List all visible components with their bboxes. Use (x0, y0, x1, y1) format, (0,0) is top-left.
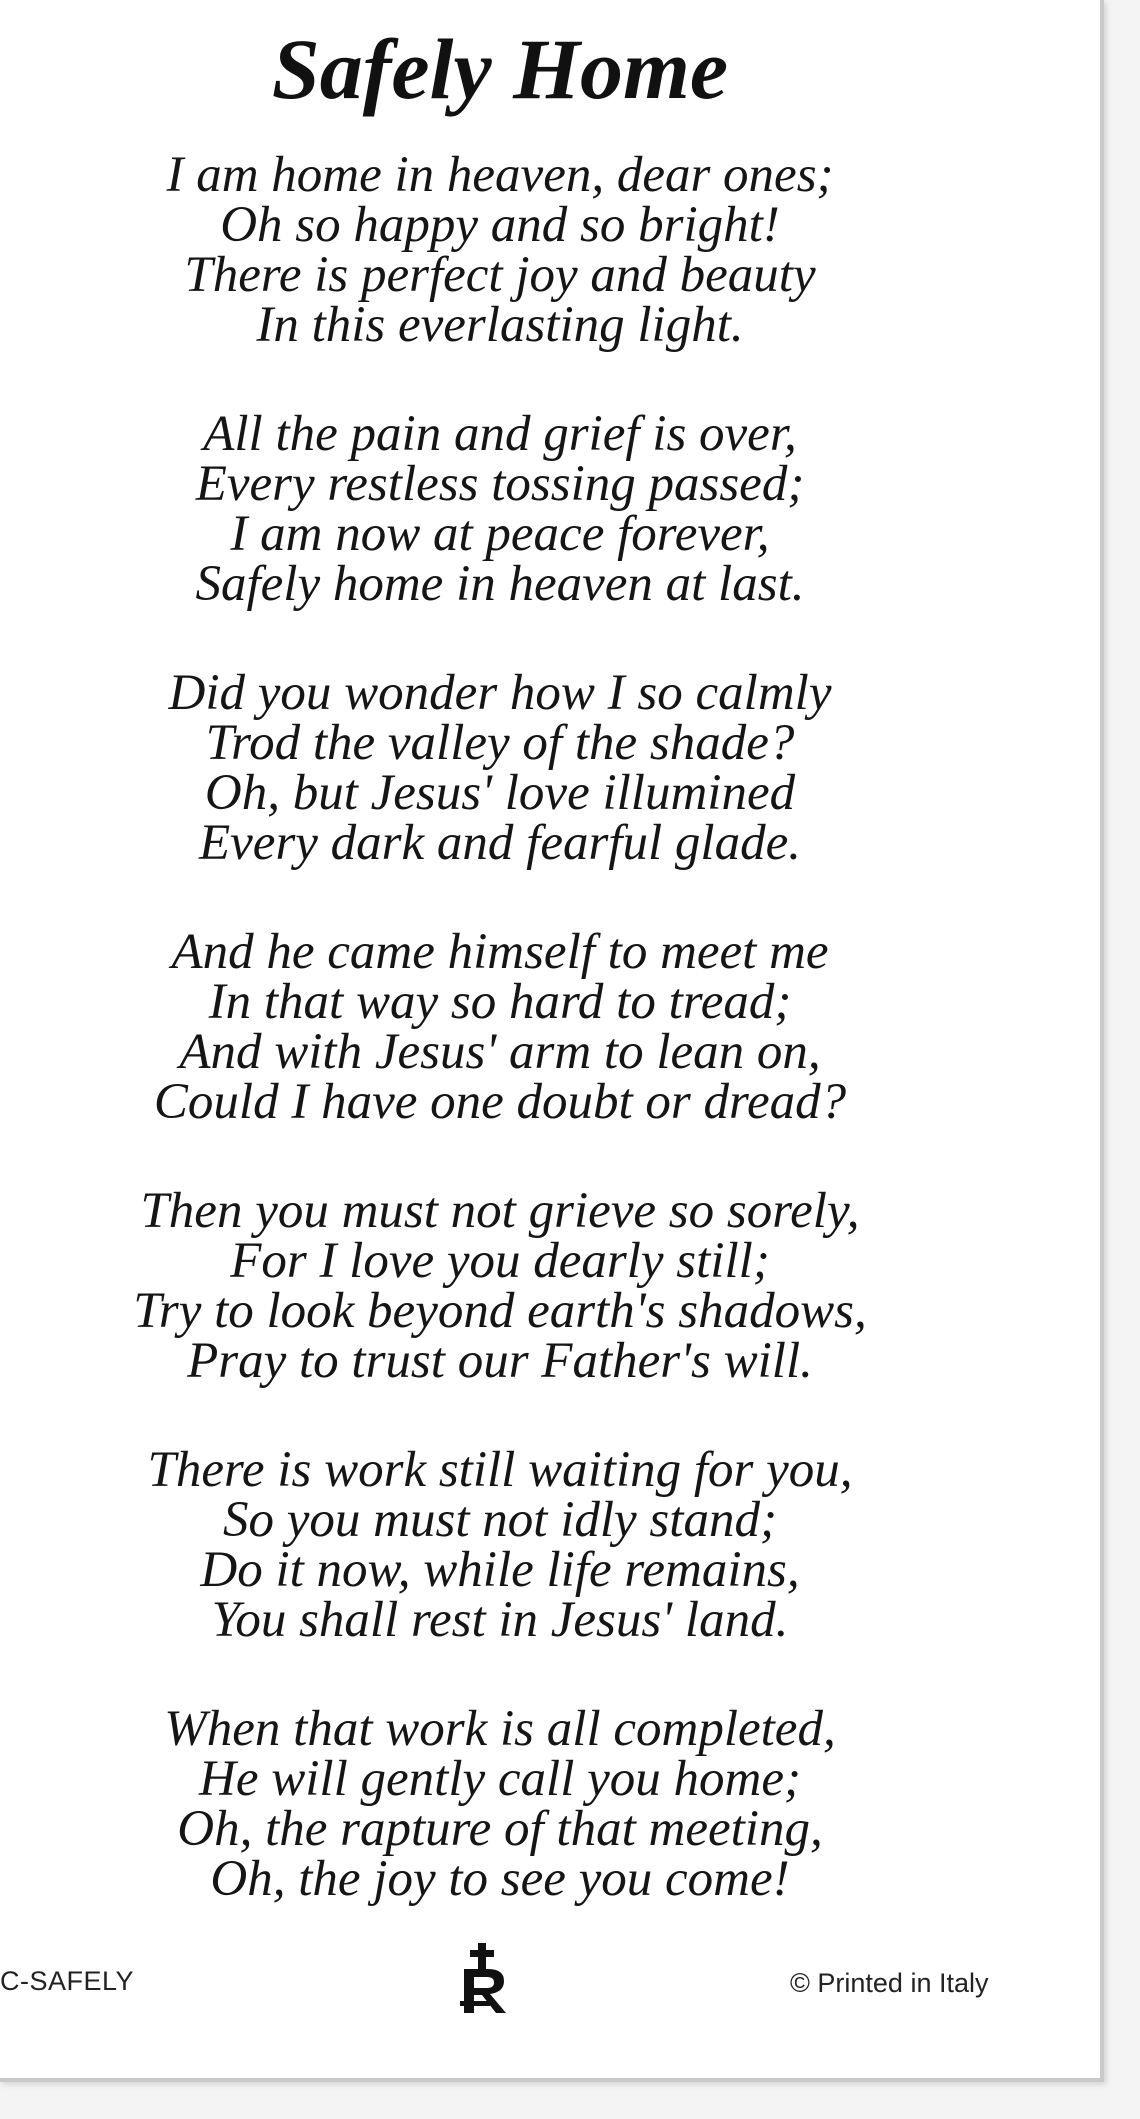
poem-line: And he came himself to meet me (171, 924, 829, 980)
poem-line: Every restless tossing passed; (195, 456, 805, 512)
stanza-7 (0, 1701, 1000, 1907)
copyright-notice: © Printed in Italy (790, 1968, 989, 1998)
poem-title: Safely Home (271, 21, 729, 117)
stanza-3 (0, 665, 1000, 871)
cross-monogram-icon (458, 1943, 510, 2015)
poem-line: There is work still waiting for you, (147, 1442, 853, 1498)
stanza-5 (0, 1183, 1000, 1389)
poem-line: For I love you dearly still; (230, 1233, 770, 1289)
poem-line: When that work is all completed, (164, 1701, 836, 1757)
poem-line: All the pain and grief is over, (203, 406, 797, 462)
poem-line: In this everlasting light. (256, 297, 744, 353)
poem-line: You shall rest in Jesus' land. (211, 1592, 789, 1648)
poem-line: Did you wonder how I so calmly (168, 665, 832, 721)
poem-line: And with Jesus' arm to lean on, (179, 1024, 821, 1080)
poem-line: Pray to trust our Father's will. (187, 1333, 813, 1389)
poem-line: Do it now, while life remains, (200, 1542, 800, 1598)
stanza-1 (0, 147, 1000, 353)
poem-line: Every dark and fearful glade. (199, 815, 801, 871)
poem-line: Oh, the rapture of that meeting, (177, 1801, 823, 1857)
poem-line: Oh so happy and so bright! (220, 197, 780, 253)
poem-line: Safely home in heaven at last. (195, 556, 805, 612)
poem-line: Oh, but Jesus' love illumined (204, 765, 796, 821)
stanza-6 (0, 1442, 1000, 1648)
stanza-4 (0, 924, 1000, 1130)
poem-line: Could I have one doubt or dread? (153, 1074, 847, 1130)
poem-line: So you must not idly stand; (223, 1492, 777, 1548)
product-code: C-SAFELY (0, 1966, 135, 1996)
poem-line: He will gently call you home; (199, 1751, 801, 1807)
stanza-2 (0, 406, 1000, 612)
poem-line: There is perfect joy and beauty (184, 247, 816, 303)
poem-line: Try to look beyond earth's shadows, (133, 1283, 867, 1339)
poem-body (0, 147, 1000, 1963)
poem-line: In that way so hard to tread; (208, 974, 792, 1030)
poem-line: I am home in heaven, dear ones; (166, 147, 834, 203)
poem-line: Trod the valley of the shade? (205, 715, 795, 771)
poem-line: I am now at peace forever, (230, 506, 770, 562)
poem-line: Then you must not grieve so sorely, (140, 1183, 860, 1239)
poem-line: Oh, the joy to see you come! (210, 1851, 790, 1907)
